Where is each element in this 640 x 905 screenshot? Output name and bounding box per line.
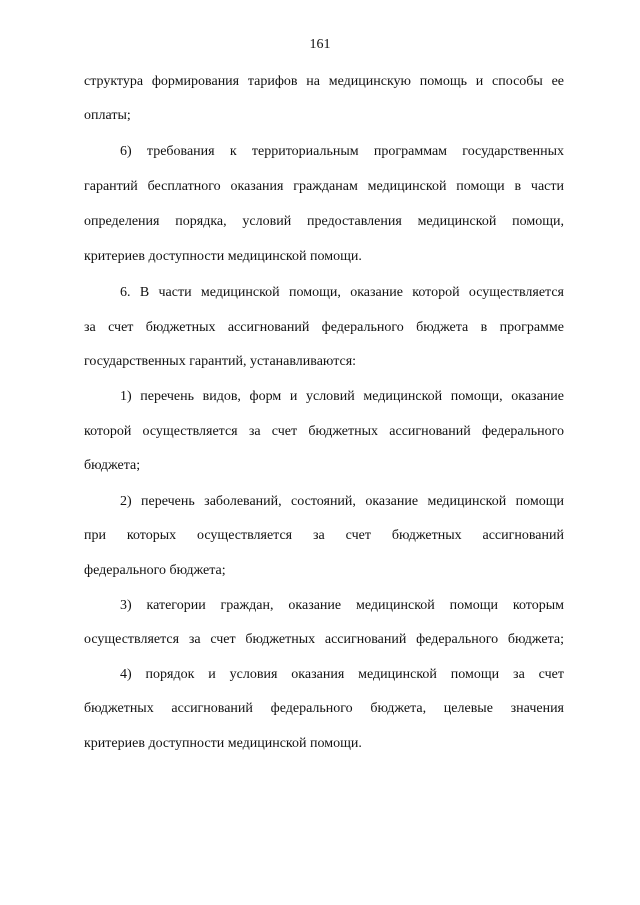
- text-line: осуществляется за счет бюджетных ассигнований федерального бюджета;: [84, 632, 564, 647]
- text-line: федерального бюджета;: [84, 563, 226, 578]
- paragraph-first-line: 1) перечень видов, форм и условий медицинской помощи, оказание: [120, 389, 564, 404]
- text-line: бюджетных ассигнований федерального бюджета, целевые значения: [84, 701, 564, 716]
- text-line: структура формирования тарифов на медицинскую помощь и способы ее: [84, 74, 564, 89]
- paragraph-first-line: 2) перечень заболеваний, состояний, оказание медицинской помощи: [120, 494, 564, 509]
- text-line: оплаты;: [84, 108, 131, 123]
- text-line: при которых осуществляется за счет бюджетных ассигнований: [84, 528, 564, 543]
- text-line: определения порядка, условий предоставления медицинской помощи,: [84, 214, 564, 229]
- text-line: критериев доступности медицинской помощи.: [84, 249, 362, 264]
- paragraph-first-line: 6. В части медицинской помощи, оказание которой осуществляется: [120, 285, 564, 300]
- text-line: критериев доступности медицинской помощи.: [84, 736, 362, 751]
- paragraph-first-line: 3) категории граждан, оказание медицинской помощи которым: [120, 598, 564, 613]
- text-line: за счет бюджетных ассигнований федерального бюджета в программе: [84, 320, 564, 335]
- text-line: бюджета;: [84, 458, 141, 473]
- text-line: которой осуществляется за счет бюджетных ассигнований федерального: [84, 424, 564, 439]
- text-line: государственных гарантий, устанавливаются:: [84, 354, 357, 369]
- text-line: гарантий бесплатного оказания гражданам медицинской помощи в части: [84, 179, 564, 194]
- paragraph-first-line: 4) порядок и условия оказания медицинской помощи за счет: [120, 667, 564, 682]
- paragraph-first-line: 6) требования к территориальным программам государственных: [120, 144, 564, 159]
- page-number: 161: [309, 37, 331, 52]
